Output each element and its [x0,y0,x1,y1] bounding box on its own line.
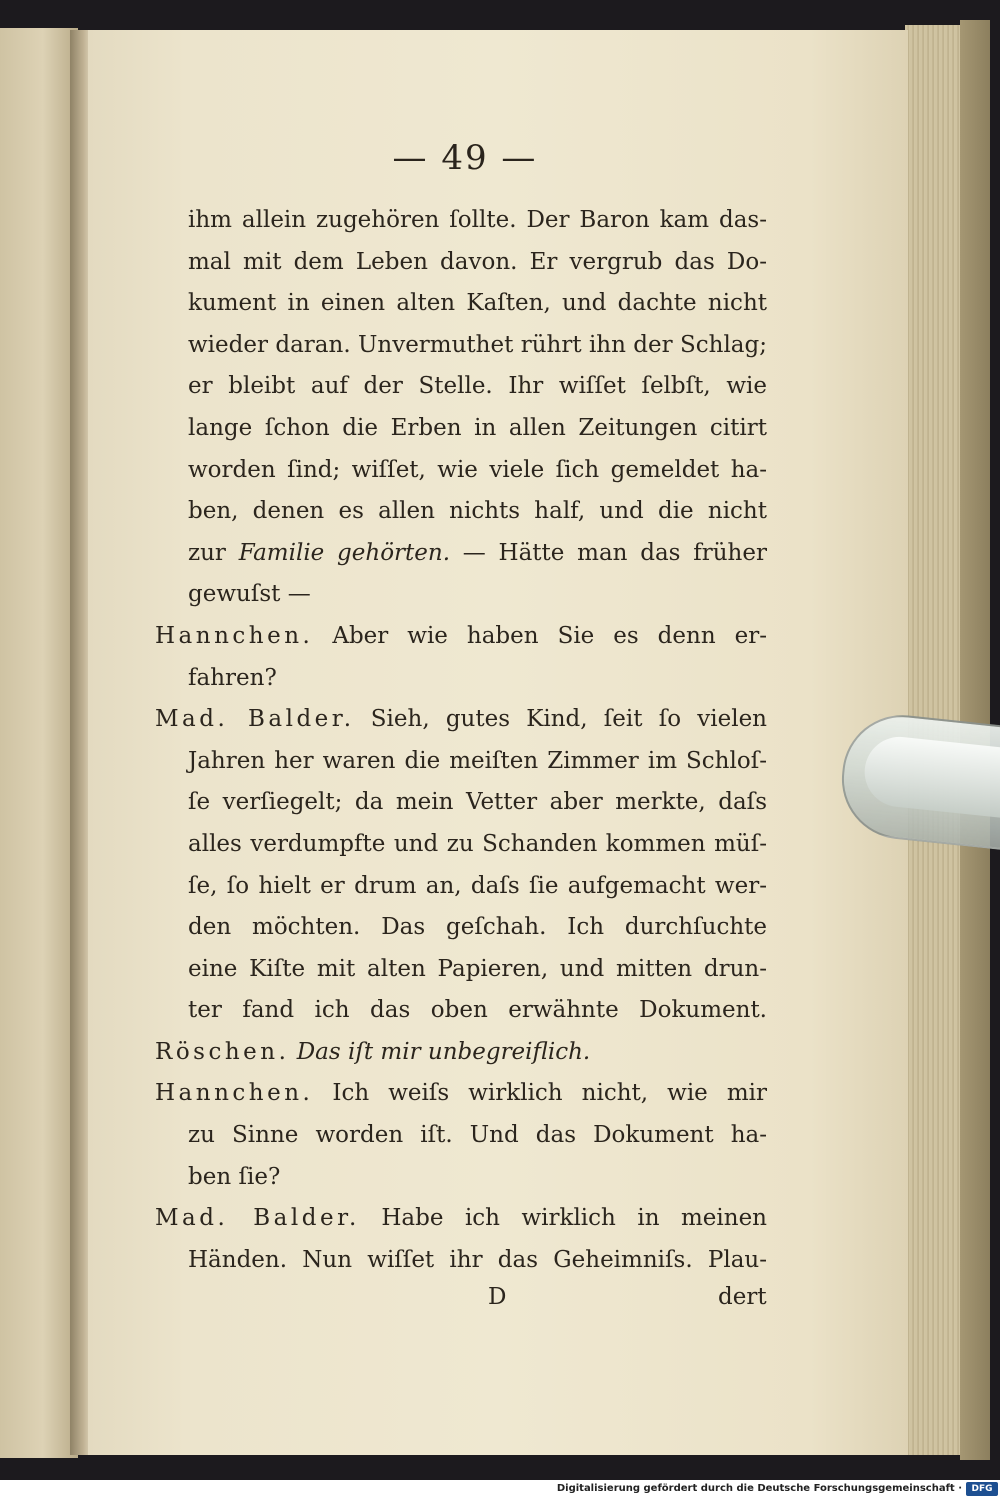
text-line [155,866,767,908]
speaker-name: Hannchen. [155,622,314,649]
text-line [155,1032,767,1074]
text-line [155,574,767,616]
signature-mark: D [488,1284,507,1310]
text-line [155,450,767,492]
text-line [155,658,767,700]
line-text: den möchten. Das geſchah. Ich durchſuchte [188,914,767,941]
text-line [155,824,767,866]
line-text: ben ſie? [188,1163,281,1190]
text-line [155,949,767,991]
line-text: mal mit dem Leben davon. Er vergrub das Do- [188,248,767,275]
line-text: eine Kiſte mit alten Papieren, und mitten drun- [188,955,767,982]
line-text: ſe verſiegelt; da mein Vetter aber merkte, daſs [188,789,767,816]
footer-bar [0,1480,1000,1500]
body-text [155,200,767,1281]
text-line [155,491,767,533]
line-text: worden ſind; wiſſet, wie viele ſich gemeldet ha- [188,456,767,483]
line-text: fahren? [188,664,277,691]
text-line [155,741,767,783]
text-line [155,699,767,741]
text-line [155,242,767,284]
line-text: wieder daran. Unvermuthet rührt ihn der Schlag; [188,331,767,358]
catchword: dert [718,1284,767,1310]
line-text: Habe ich wirklich in meinen [381,1205,767,1232]
speaker-name: Mad. Balder. [155,706,355,733]
line-text: Aber wie haben Sie es denn er- [332,622,768,649]
text-line [155,616,767,658]
line-text: alles verdumpfte und zu Schanden kommen müſ- [188,830,767,857]
text-line [155,1115,767,1157]
text-line [155,408,767,450]
line-text: lange ſchon die Erben in allen Zeitungen citirt [188,414,767,441]
speaker-name: Röschen. [155,1038,290,1065]
funding-credit: Digitalisierung gefördert durch die Deutsche Forschungsgemeinschaft · [556,1483,962,1494]
text-line [155,283,767,325]
dfg-logo: DFG [966,1482,998,1496]
line-text: ben, denen es allen nichts half, und die nicht [188,498,767,525]
line-text: Ich weiſs wirklich nicht, wie mir [332,1080,768,1107]
line-text: Das iſt mir unbegreiflich. [296,1038,591,1065]
text-line [155,1157,767,1199]
text-line [155,366,767,408]
clip-highlight [861,733,1000,818]
text-line [155,1198,767,1240]
line-text: Sieh, gutes Kind, ſeit ſo vielen [370,706,767,733]
speaker-name: Mad. Balder. [155,1205,360,1232]
line-text: ter fand ich das oben erwähnte Dokument. [188,997,767,1024]
text-line [155,533,767,575]
line-text: zu Sinne worden iſt. Und das Dokument ha- [188,1122,767,1149]
text-line [155,1240,767,1282]
text-line [155,907,767,949]
line-text: zur Familie gehörten. — Hätte man das früher [188,539,767,566]
speaker-name: Hannchen. [155,1080,314,1107]
line-text: er bleibt auf der Stelle. Ihr wiſſet ſelbſt, wie [188,373,767,400]
text-line [155,325,767,367]
text-line [155,200,767,242]
line-text: ihm allein zugehören ſollte. Der Baron kam das- [188,207,767,233]
text-line [155,1073,767,1115]
text-line [155,782,767,824]
line-text: gewuſst — [188,581,311,608]
left-page-edge [0,28,78,1458]
line-text: ſe, ſo hielt er drum an, daſs ſie aufgemacht wer- [188,872,767,899]
page-number: — 49 — [392,138,538,178]
line-text: Händen. Nun wiſſet ihr das Geheimniſs. Plau- [188,1246,767,1273]
text-line [155,990,767,1032]
line-text: kument in einen alten Kaſten, und dachte nicht [188,290,767,317]
line-text: Jahren her waren die meiſten Zimmer im Schloſ- [188,747,767,774]
